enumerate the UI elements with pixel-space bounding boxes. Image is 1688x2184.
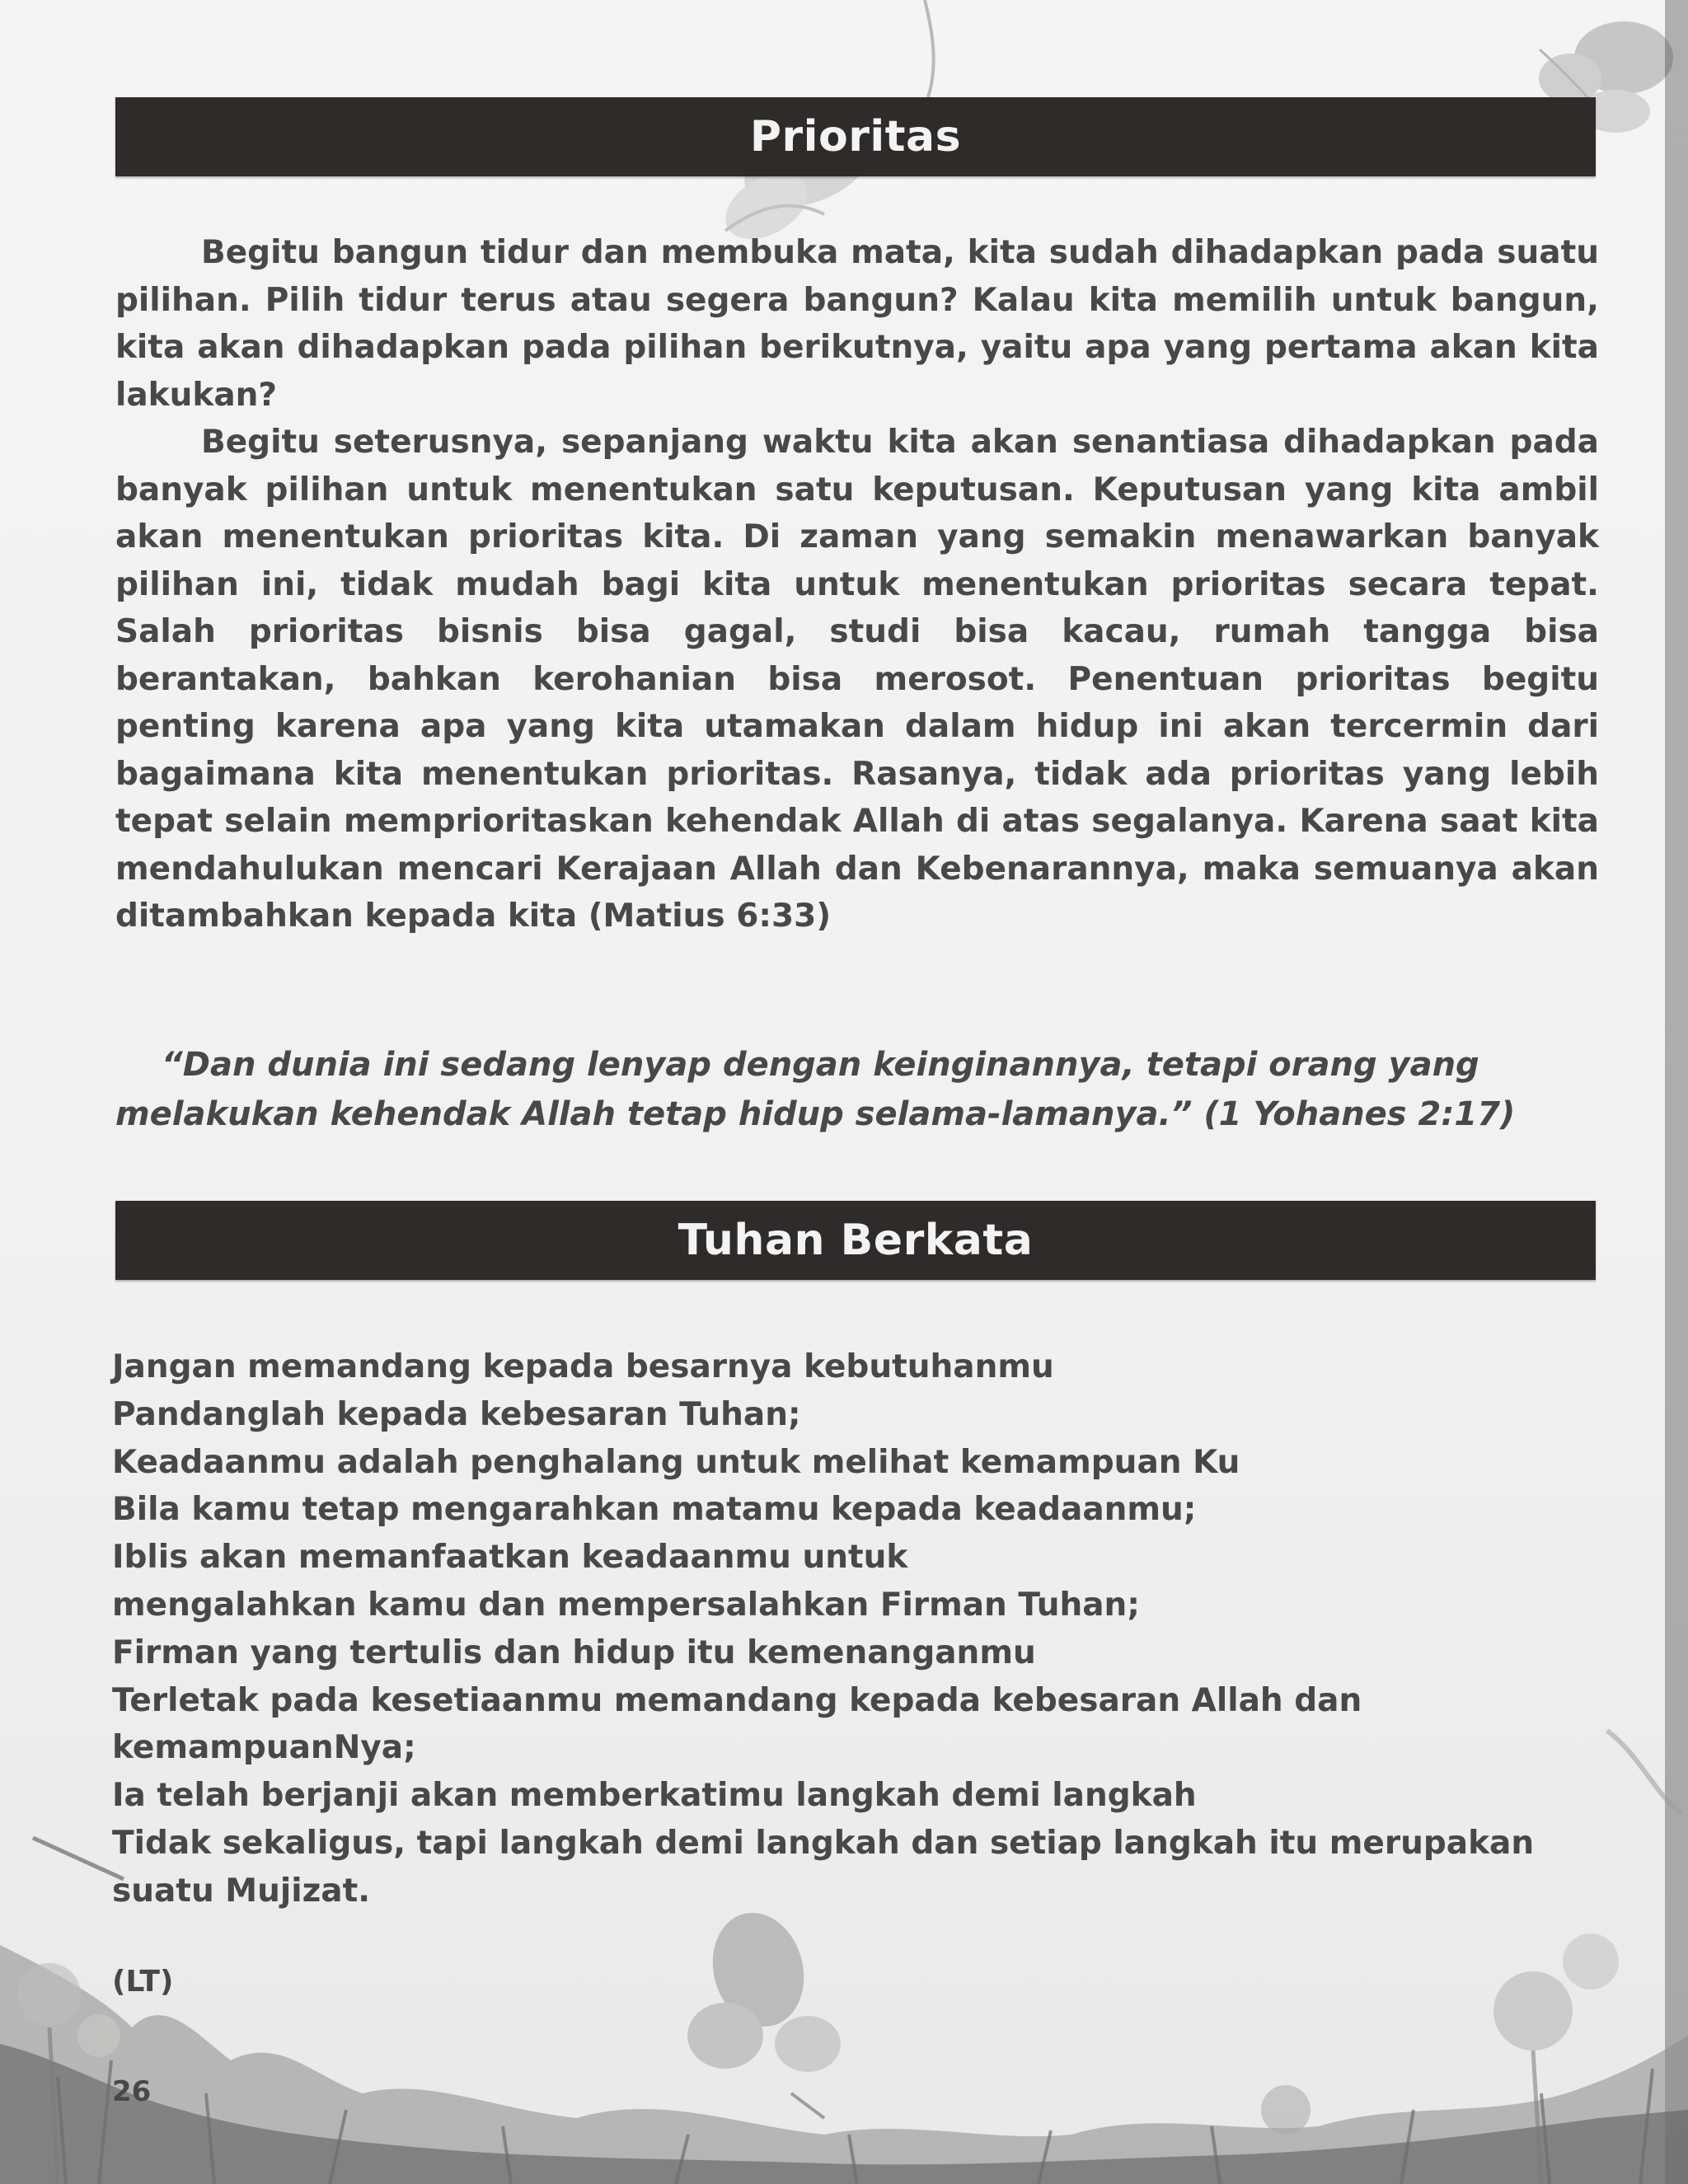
section-title: Prioritas: [749, 112, 962, 162]
paragraph: Begitu bangun tidur dan membuka mata, kita sudah dihadapkan pada suatu pilihan. Pilih tidur terus atau segera bangun? Kalau kita memilih untuk bangun, kita akan dihadapkan pada pilihan berikutnya, yaitu apa yang pertama akan kita lakukan?: [115, 234, 1599, 414]
poem-line: Pandanglah kepada kebesaran Tuhan;: [112, 1395, 801, 1433]
section-heading-prioritas: [115, 97, 1596, 176]
poem-line: mengalahkan kamu dan mempersalahkan Firman Tuhan;: [112, 1586, 1140, 1624]
poem: [112, 1343, 1596, 1915]
author-initials: (LT): [112, 1965, 174, 1999]
poem-line: Bila kamu tetap mengarahkan matamu kepada keadaanmu;: [112, 1491, 1197, 1529]
poem-line: Jangan memandang kepada besarnya kebutuhanmu: [112, 1348, 1054, 1385]
poem-line: Tidak sekaligus, tapi langkah demi langkah dan setiap langkah itu merupakan suatu Mujizat.: [112, 1824, 1535, 1910]
bible-quote: “Dan dunia ini sedang lenyap dengan keinginannya, tetapi orang yang melakukan kehendak Allah tetap hidup selama-lamanya.” (1 Yohanes 2:17): [115, 1046, 1516, 1133]
poem-line: Terletak pada kesetiaanmu memandang kepada kebesaran Allah dan kemampuanNya;: [112, 1681, 1362, 1767]
poem-line: Keadaanmu adalah penghalang untuk melihat kemampuan Ku: [112, 1443, 1240, 1481]
poem-line: Ia telah berjanji akan memberkatimu langkah demi langkah: [112, 1777, 1197, 1815]
paragraph: Begitu seterusnya, sepanjang waktu kita akan senantiasa dihadapkan pada banyak pilihan untuk menentukan satu keputusan. Keputusan yang kita ambil akan menentukan prioritas kita. Di zaman yang semakin menawarkan banyak pilihan ini, tidak mudah bagi kita untuk menentukan prioritas secara tepat. Salah prioritas bisnis bisa gagal, studi bisa kacau, rumah tangga bisa berantakan, bahkan kerohanian bisa merosot. Penentuan prioritas begitu penting karena apa yang kita utamakan dalam hidup ini akan tercermin dari bagaimana kita menentukan prioritas. Rasanya, tidak ada prioritas yang lebih tepat selain memprioritaskan kehendak Allah di atas segalanya. Karena saat kita mendahulukan mencari Kerajaan Allah dan Kebenarannya, maka semuanya akan ditambahkan kepada kita (Matius 6:33): [115, 424, 1599, 935]
poem-line: Iblis akan memanfaatkan keadaanmu untuk: [112, 1539, 908, 1577]
section-heading-tuhan-berkata: [115, 1201, 1596, 1280]
poem-line: Firman yang tertulis dan hidup itu kemenanganmu: [112, 1633, 1036, 1671]
section-title: Tuhan Berkata: [678, 1216, 1034, 1265]
page-number: 26: [112, 2075, 152, 2108]
